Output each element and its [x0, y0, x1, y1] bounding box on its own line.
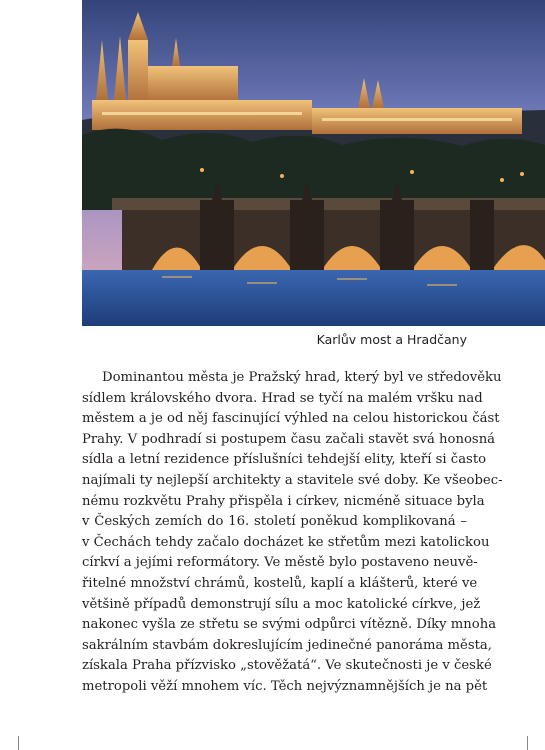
text-line: nakonec vyšla ze střetu se svými odpůrci vítězně. Díky mnoha	[82, 617, 497, 633]
figure-caption: Karlův most a Hradčany	[316, 332, 467, 347]
crop-mark-right	[527, 736, 528, 750]
text-line: většině případů demonstrují sílu a moc katolické církve, jež	[82, 596, 481, 612]
body-paragraph	[82, 368, 503, 698]
text-line: v Českých zemích do 16. století poněkud komplikovaná –	[82, 514, 467, 530]
photo-charles-bridge-hradcany	[82, 0, 545, 326]
text-line: městem a je od něj fascinující výhled na celou historickou část	[82, 411, 500, 427]
text-line: metropoli věží mnohem víc. Těch nejvýznamnějších je na pět	[82, 678, 488, 694]
text-line: Dominantou města je Pražský hrad, který byl ve středověku	[102, 370, 502, 385]
text-line: najímali ty nejlepší architekty a stavitele své doby. Ke všeobec-	[82, 472, 503, 488]
text-line: v Čechách tehdy začalo docházet ke střetům mezi katolickou	[82, 534, 490, 550]
photo-illustration	[82, 0, 545, 326]
text-line: církví a jejími reformátory. Ve městě bylo postaveno neuvě-	[82, 555, 478, 571]
text-line: nému rozkvětu Prahy přispěla i církev, nicméně situace byla	[82, 493, 485, 509]
text-line: získala Praha přízvisko „stověžatá“. Ve skutečnosti je v české	[82, 658, 492, 674]
text-line: Prahy. V podhradí si postupem času začali stavět svá honosná	[82, 431, 496, 447]
text-line: řitelné množství chrámů, kostelů, kaplí a klášterů, které ve	[82, 575, 478, 591]
text-line: sakrálním stavbám dokreslujícím jedinečné panoráma města,	[82, 637, 492, 653]
crop-mark-left	[18, 736, 19, 750]
text-line: sídlem královského dvora. Hrad se tyčí na malém vršku nad	[82, 390, 483, 406]
text-line: sídla a letní rezidence příslušníci tehdejší elity, kteří si často	[82, 452, 487, 468]
